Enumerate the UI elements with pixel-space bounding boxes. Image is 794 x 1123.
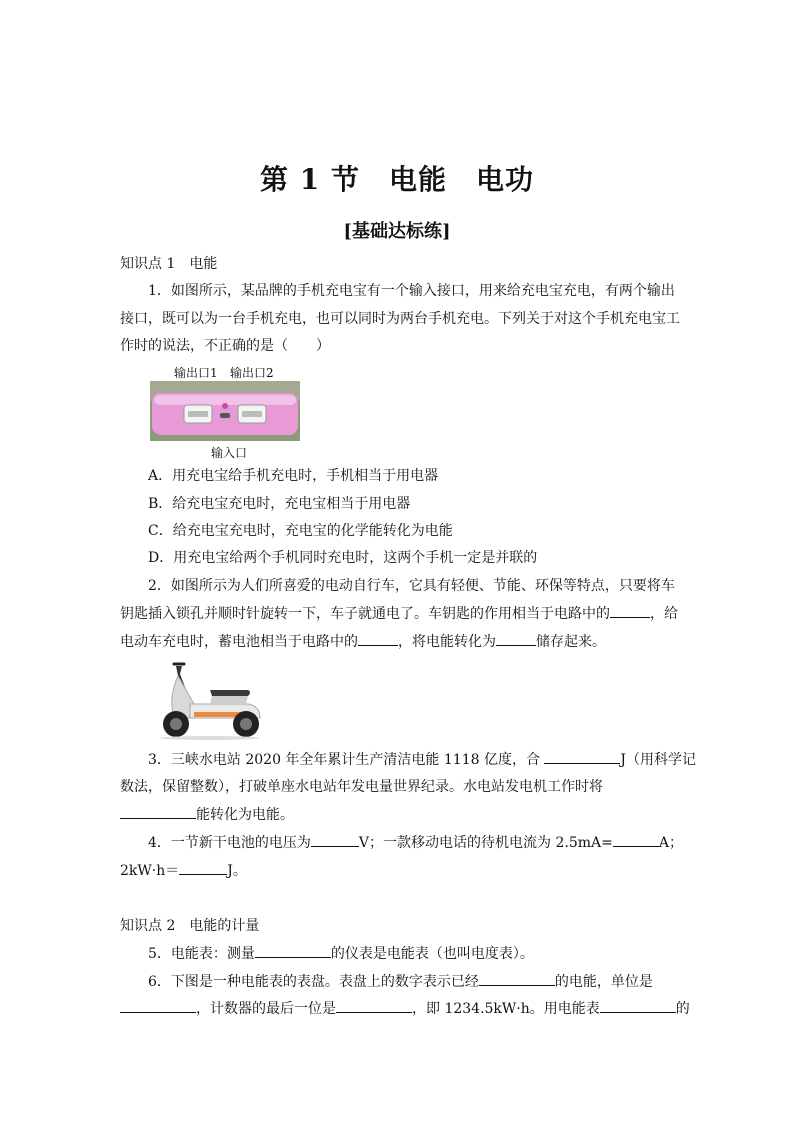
q6-blank-4 <box>600 998 676 1013</box>
q2-blank-2 <box>358 631 398 646</box>
q4-blank-1 <box>311 832 359 847</box>
q2-line2 <box>120 603 680 624</box>
q2-blank-3 <box>496 631 536 646</box>
q2-line2-text-a: 钥匙插入锁孔并顺时针旋转一下，车子就通电了。车钥匙的作用相当于电路中的 <box>120 606 610 622</box>
q2-line3-text-c: 储存起来。 <box>536 634 606 650</box>
q2-line3 <box>120 631 680 652</box>
fig-label-input: 输入口 <box>211 446 248 460</box>
electric-scooter-image <box>150 660 268 740</box>
q2-line3-text-b: ，将电能转化为 <box>398 634 496 650</box>
q4-line2 <box>120 860 680 881</box>
q6-line2-text-b: ，即 1234.5kW·h。用电能表 <box>412 1001 600 1017</box>
q2-line1: 2．如图所示为人们所喜爱的电动自行车，它具有轻便、节能、环保等特点，只要将车 <box>148 578 675 594</box>
q4-line1-text-b: V；一款移动电话的待机电流为 2.5mA= <box>358 835 613 851</box>
page-title: 第 1 节 电能 电功 <box>260 163 534 196</box>
q5-text-b: 的仪表是电能表（也叫电度表）。 <box>330 946 534 962</box>
q5-line1 <box>148 943 680 964</box>
q2-line3-text-a: 电动车充电时，蓄电池相当于电路中的 <box>120 634 358 650</box>
q4-blank-2 <box>613 832 659 847</box>
q6-blank-1 <box>479 971 555 986</box>
q3-line1-text-b: J（用科学记 <box>620 752 697 768</box>
q1-option-b: B．给充电宝充电时，充电宝相当于用电器 <box>148 496 411 512</box>
fig-label-output2: 输出口2 <box>230 366 274 380</box>
q4-line1 <box>148 832 683 853</box>
q6-blank-3 <box>336 998 412 1013</box>
q1-option-d: D．用充电宝给两个手机同时充电时，这两个手机一定是并联的 <box>148 550 538 566</box>
fig-label-output1: 输出口1 <box>174 366 218 380</box>
q4-line2-text-b: J。 <box>227 863 247 879</box>
q4-line1-text-c: A； <box>658 835 683 851</box>
power-bank-image <box>150 381 300 441</box>
q1-line3: 作时的说法，不正确的是（ ） <box>120 338 330 354</box>
q1-line1: 1．如图所示，某品牌的手机充电宝有一个输入接口，用来给充电宝充电，有两个输出 <box>148 283 675 299</box>
q3-line3 <box>120 804 680 825</box>
q3-line1 <box>148 749 697 770</box>
q1-option-c: C．给充电宝充电时，充电宝的化学能转化为电能 <box>148 523 453 539</box>
q6-line1 <box>148 971 680 992</box>
q3-blank-1 <box>544 749 620 764</box>
q6-line2-text-c: 的 <box>675 1001 690 1017</box>
q6-line2 <box>120 998 690 1019</box>
q5-text-a: 5．电能表：测量 <box>148 946 255 962</box>
q4-line2-text-a: 2kW·h＝ <box>120 863 180 879</box>
q5-blank-1 <box>255 943 331 958</box>
knowledge-point-1: 知识点 1 电能 <box>120 256 218 272</box>
q3-line3-text: 能转化为电能。 <box>196 807 294 823</box>
section-subtitle: [基础达标练] <box>343 221 451 242</box>
q3-blank-2 <box>120 804 196 819</box>
q3-line1-text-a: 3．三峡水电站 2020 年全年累计生产清洁电能 1118 亿度，合 <box>148 752 545 768</box>
q6-line1-text-a: 6．下图是一种电能表的表盘。表盘上的数字表示已经 <box>148 974 479 990</box>
q6-line1-text-b: 的电能，单位是 <box>554 974 653 990</box>
q4-line1-text-a: 4．一节新干电池的电压为 <box>148 835 311 851</box>
q6-blank-2 <box>120 998 196 1013</box>
q2-blank-1 <box>610 603 650 618</box>
q1-option-a: A．用充电宝给手机充电时，手机相当于用电器 <box>148 468 439 484</box>
q2-line2-text-b: ，给 <box>650 606 678 622</box>
q3-line2: 数法，保留整数），打破单座水电站年发电量世界纪录。水电站发电机工作时将 <box>120 779 603 795</box>
q4-blank-3 <box>179 860 227 875</box>
q1-line2: 接口，既可以为一台手机充电，也可以同时为两台手机充电。下列关于对这个手机充电宝工 <box>120 311 680 327</box>
q6-line2-text-a: ，计数器的最后一位是 <box>196 1001 336 1017</box>
knowledge-point-2: 知识点 2 电能的计量 <box>120 918 260 934</box>
